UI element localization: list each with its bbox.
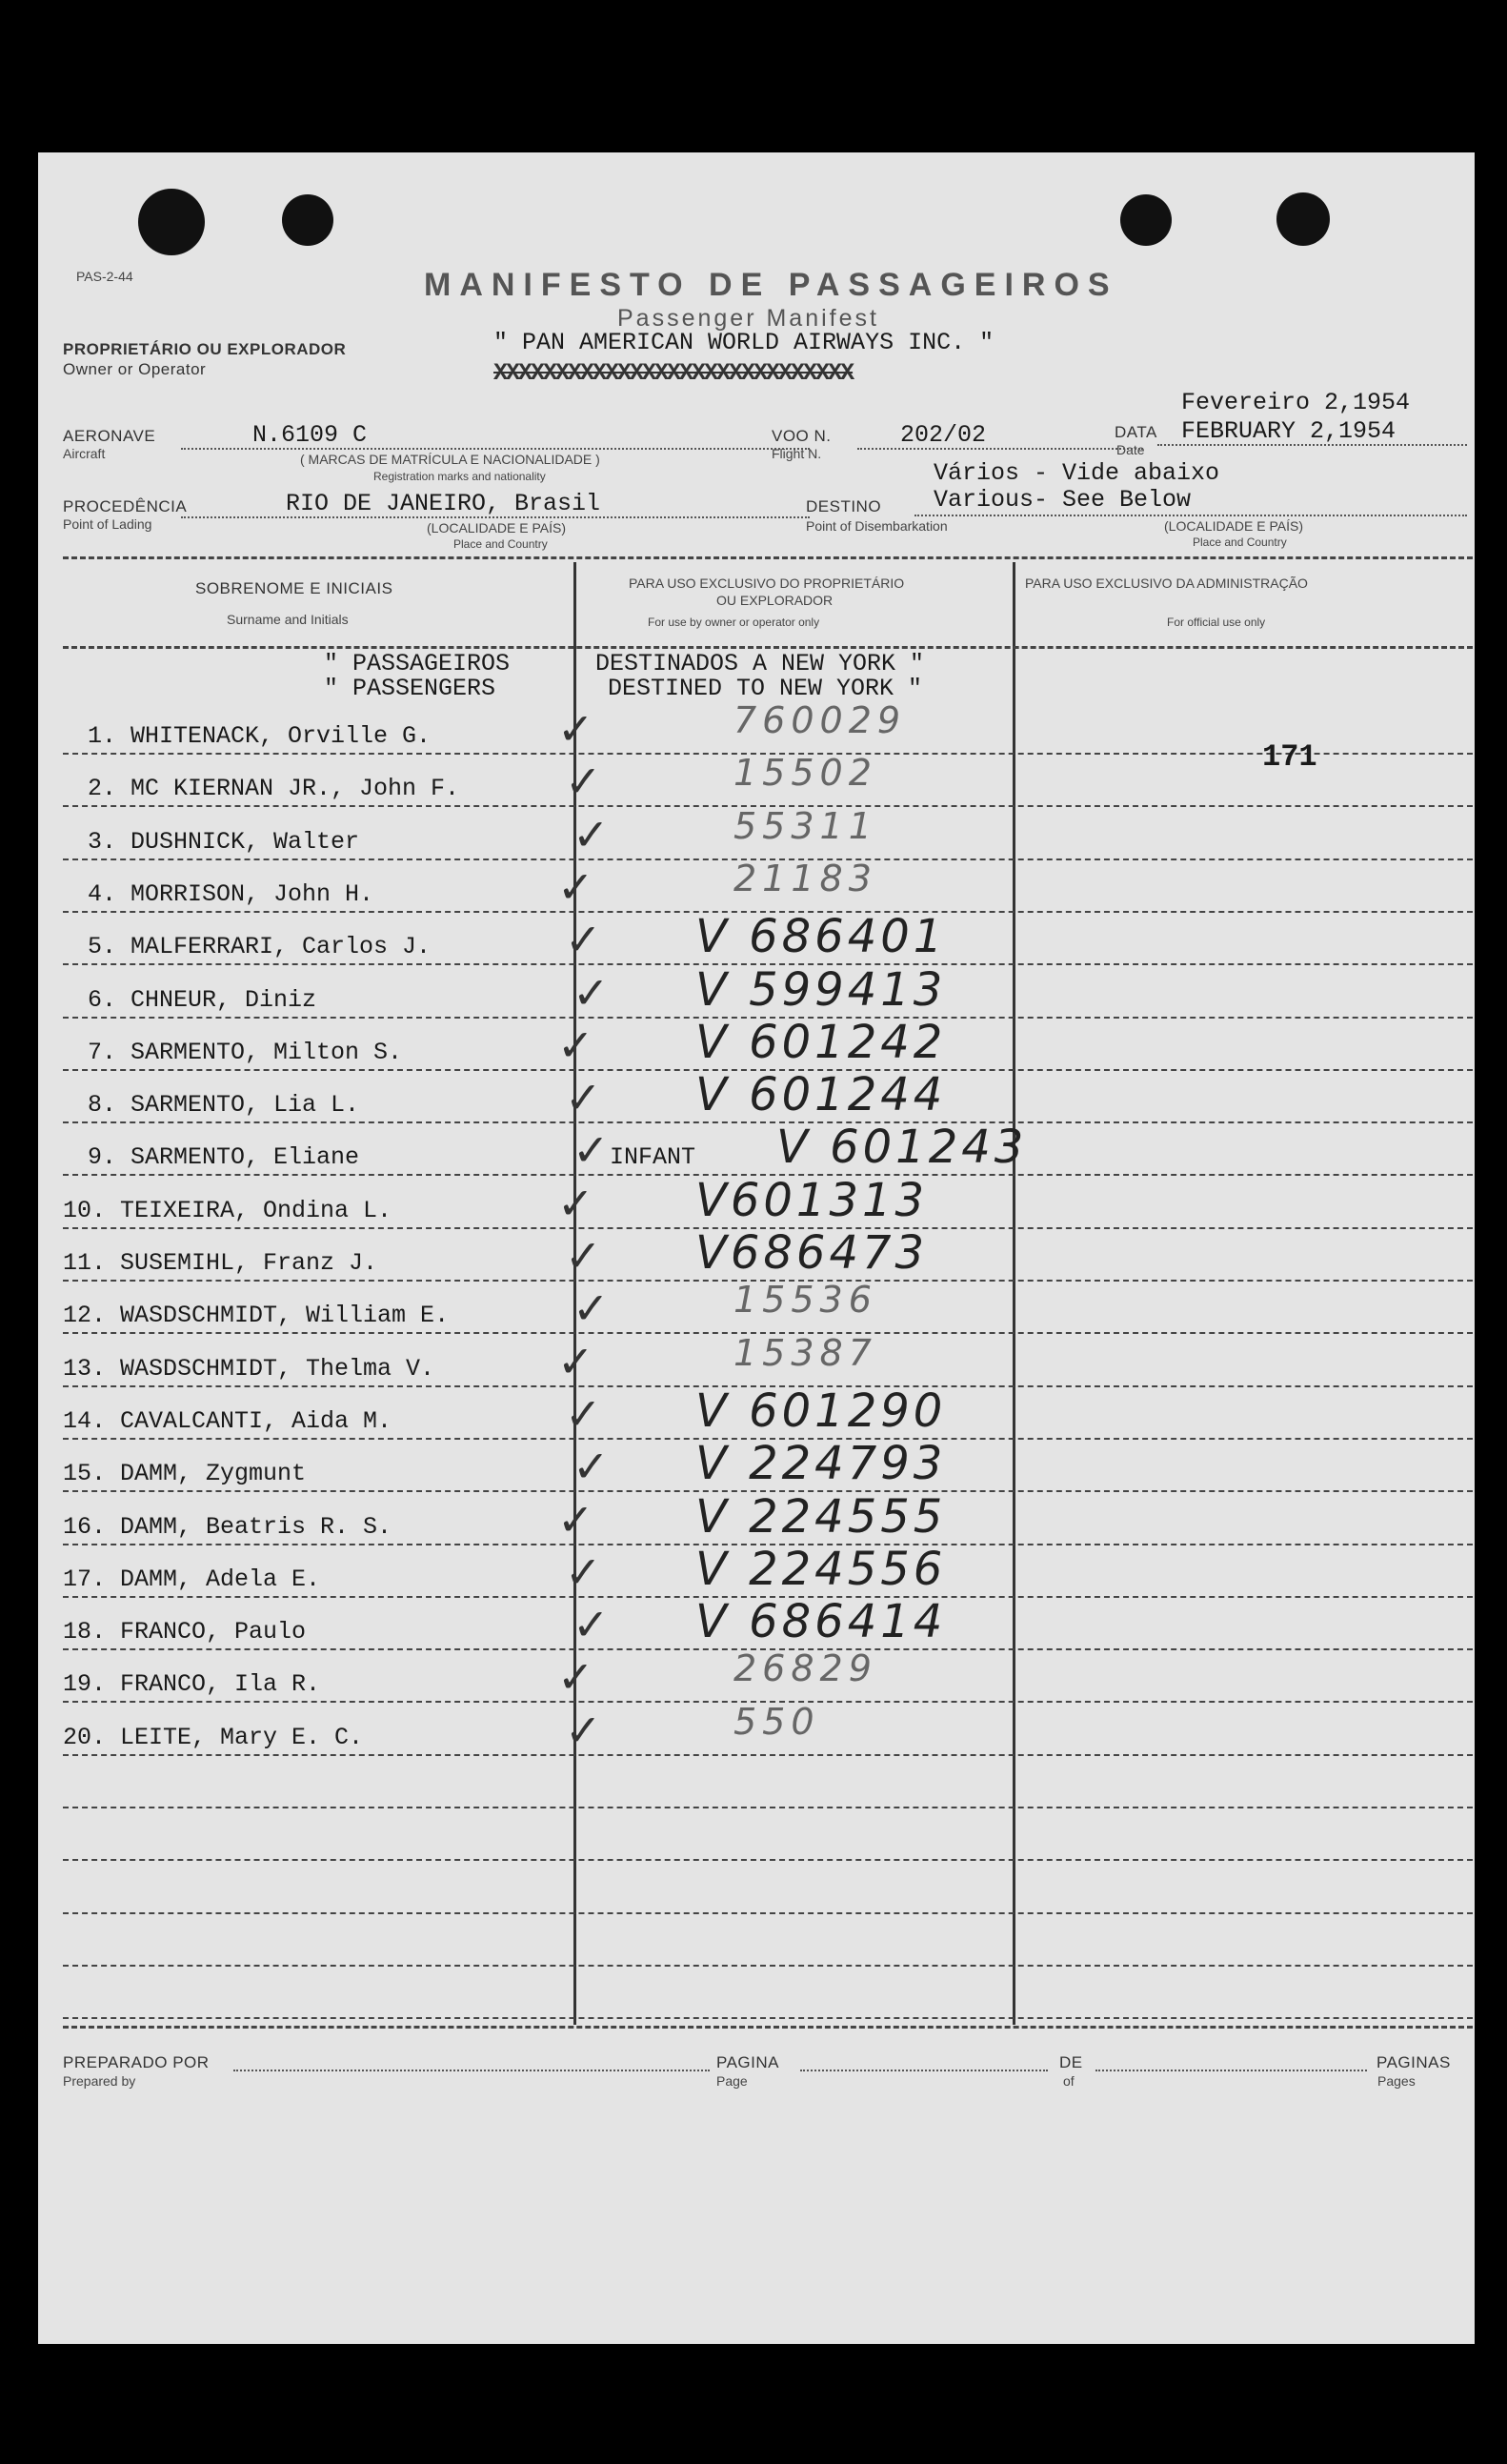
manifest-page (38, 152, 1475, 2344)
form-title: MANIFESTO DE PASSAGEIROS (424, 267, 1118, 303)
aircraft-sub: ( MARCAS DE MATRÍCULA E NACIONALIDADE ) (300, 452, 600, 467)
passenger-note: V 686414 (695, 1595, 947, 1648)
of-label-en: of (1063, 2073, 1075, 2089)
flight-line (857, 448, 1143, 450)
check-mark: ✓ (565, 756, 606, 807)
check-mark: ✓ (557, 1178, 598, 1229)
passenger-note: V 224793 (695, 1437, 947, 1490)
passenger-note: V601313 (695, 1174, 929, 1227)
date-line (1157, 444, 1467, 446)
punch-hole-left-2 (282, 194, 333, 246)
dest-sub: (LOCALIDADE E PAÍS) (1164, 518, 1304, 534)
passenger-name: 18. FRANCO, Paulo (63, 1618, 307, 1646)
passenger-note: 550 (733, 1701, 820, 1743)
flight-label-en: Flight N. (772, 446, 822, 461)
col2-header-b: OU EXPLORADOR (716, 593, 834, 608)
subheader-left-1: " PASSAGEIROS (324, 650, 511, 677)
passenger-name: 14. CAVALCANTI, Aida M. (63, 1407, 392, 1435)
aircraft-label: AERONAVE (63, 427, 156, 445)
passenger-name: 5. MALFERRARI, Carlos J. (88, 933, 432, 960)
origin-value: RIO DE JANEIRO, Brasil (286, 490, 601, 517)
passenger-name: 4. MORRISON, John H. (88, 880, 374, 908)
check-mark: ✓ (557, 703, 598, 755)
passenger-name: 7. SARMENTO, Milton S. (88, 1039, 403, 1066)
check-mark: ✓ (573, 1441, 613, 1492)
passenger-note: 21183 (733, 858, 877, 899)
passenger-note: V 601243 (776, 1121, 1028, 1174)
subheader-left-2: " PASSENGERS (324, 675, 496, 702)
passenger-note: 55311 (733, 805, 877, 847)
origin-sub: (LOCALIDADE E PAÍS) (427, 520, 567, 535)
row-rule (63, 1807, 1473, 1808)
owner-label: PROPRIETÁRIO OU EXPLORADOR (63, 340, 347, 358)
passenger-note: 15387 (733, 1332, 877, 1374)
origin-label-en: Point of Lading (63, 516, 152, 532)
check-mark: ✓ (557, 861, 598, 913)
date-pt: Fevereiro 2,1954 (1181, 389, 1411, 416)
passenger-name: 11. SUSEMIHL, Franz J. (63, 1249, 378, 1277)
flight-label: VOO N. (772, 427, 832, 445)
passenger-note: V 599413 (695, 963, 947, 1017)
passenger-note: 26829 (733, 1647, 877, 1689)
row-rule (63, 1121, 1473, 1123)
passenger-note: V 601242 (695, 1016, 947, 1069)
page-label-en: Page (716, 2073, 748, 2089)
pages-label-en: Pages (1377, 2073, 1416, 2089)
check-mark: ✓ (573, 1599, 613, 1650)
aircraft-sub-en: Registration marks and nationality (373, 470, 546, 483)
passenger-name: 10. TEIXEIRA, Ondina L. (63, 1197, 392, 1224)
subheader-mid-1: DESTINADOS A NEW YORK " (595, 650, 925, 677)
row-rule (63, 1912, 1473, 1914)
passenger-note: 15536 (733, 1279, 877, 1321)
col1-header: SOBRENOME E INICIAIS (195, 579, 393, 597)
date-label: DATA (1115, 423, 1157, 441)
owner-label-en: Owner or Operator (63, 360, 207, 378)
admin-number: 171 (1262, 739, 1317, 775)
col2-header-en: For use by owner or operator only (648, 616, 820, 629)
passenger-name: 15. DAMM, Zygmunt (63, 1460, 307, 1487)
check-mark: ✓ (565, 1230, 606, 1282)
col-divider-2 (1013, 562, 1015, 2025)
date-label-en: Date (1116, 442, 1145, 457)
table-bottom-rule (63, 2026, 1473, 2029)
aircraft-value: N.6109 C (252, 421, 368, 449)
check-mark: ✓ (565, 1546, 606, 1598)
prepared-label: PREPARADO POR (63, 2053, 210, 2071)
check-mark: ✓ (565, 914, 606, 965)
check-mark: ✓ (557, 1494, 598, 1545)
form-code: PAS-2-44 (76, 269, 133, 284)
passenger-note: V 601290 (695, 1384, 947, 1438)
passenger-name: 2. MC KIERNAN JR., John F. (88, 775, 460, 802)
col3-header-en: For official use only (1167, 616, 1266, 629)
of-line (1095, 2070, 1367, 2071)
origin-label: PROCEDÊNCIA (63, 497, 188, 515)
check-mark: ✓ (565, 1388, 606, 1440)
passenger-name: 6. CHNEUR, Diniz (88, 986, 317, 1014)
origin-line (181, 516, 810, 518)
passenger-name: 16. DAMM, Beatris R. S. (63, 1513, 392, 1541)
passenger-name: 20. LEITE, Mary E. C. (63, 1724, 364, 1751)
passenger-note: V 224556 (695, 1543, 947, 1596)
owner-struck: XXXXXXXXXXXXXXXXXXXXXXXXXXXXX (493, 359, 854, 387)
col2-header: PARA USO EXCLUSIVO DO PROPRIETÁRIO (629, 576, 905, 591)
passenger-name: 1. WHITENACK, Orville G. (88, 722, 432, 750)
form-subtitle: Passenger Manifest (617, 305, 879, 332)
passenger-note: V 601244 (695, 1068, 947, 1121)
passenger-name: 9. SARMENTO, Eliane (88, 1143, 360, 1171)
dest-sub-en: Place and Country (1193, 535, 1287, 549)
origin-sub-en: Place and Country (453, 537, 548, 551)
passenger-name: 12. WASDSCHMIDT, William E. (63, 1302, 450, 1329)
passenger-name: 13. WASDSCHMIDT, Thelma V. (63, 1355, 435, 1383)
header-rule (63, 646, 1473, 649)
passenger-note: V686473 (695, 1226, 929, 1280)
check-mark: ✓ (573, 967, 613, 1019)
page-line (800, 2070, 1048, 2071)
row-rule (63, 1754, 1473, 1756)
row-rule (63, 2017, 1473, 2019)
check-mark: ✓ (573, 1282, 613, 1334)
dest-label: DESTINO (806, 497, 882, 515)
prepared-line (233, 2070, 710, 2071)
flight-value: 202/02 (900, 421, 987, 449)
table-top-rule (63, 556, 1473, 559)
punch-hole-right-2 (1120, 194, 1172, 246)
passenger-name: 19. FRANCO, Ila R. (63, 1670, 321, 1698)
dest-label-en: Point of Disembarkation (806, 518, 948, 534)
col3-header: PARA USO EXCLUSIVO DA ADMINISTRAÇÃO (1025, 576, 1308, 591)
check-mark: ✓ (557, 1020, 598, 1071)
passenger-note: 760029 (733, 699, 907, 741)
owner-value: " PAN AMERICAN WORLD AIRWAYS INC. " (493, 329, 995, 356)
col1-header-en: Surname and Initials (227, 612, 349, 627)
check-mark: ✓ (565, 1072, 606, 1123)
passenger-name: 8. SARMENTO, Lia L. (88, 1091, 360, 1119)
row-rule (63, 1965, 1473, 1967)
dest-value-2: Various- See Below (934, 486, 1192, 514)
aircraft-line (181, 448, 810, 450)
passenger-prefix: INFANT (610, 1143, 696, 1171)
passenger-name: 3. DUSHNICK, Walter (88, 828, 360, 856)
page-label: PAGINA (716, 2053, 779, 2071)
dest-value-1: Vários - Vide abaixo (934, 459, 1220, 487)
of-label: DE (1059, 2053, 1083, 2071)
check-mark: ✓ (557, 1651, 598, 1703)
check-mark: ✓ (557, 1336, 598, 1387)
row-rule (63, 1859, 1473, 1861)
punch-hole-left (138, 189, 205, 255)
passenger-note: 15502 (733, 752, 877, 794)
check-mark: ✓ (573, 809, 613, 860)
punch-hole-right (1276, 192, 1330, 246)
aircraft-label-en: Aircraft (63, 446, 106, 461)
passenger-note: V 224555 (695, 1490, 947, 1544)
subheader-mid-2: DESTINED TO NEW YORK " (608, 675, 923, 702)
date-value: FEBRUARY 2,1954 (1181, 417, 1396, 445)
passenger-name: 17. DAMM, Adela E. (63, 1565, 321, 1593)
passenger-note: V 686401 (695, 910, 947, 963)
pages-label: PAGINAS (1376, 2053, 1451, 2071)
prepared-label-en: Prepared by (63, 2073, 136, 2089)
check-mark: ✓ (573, 1124, 613, 1176)
dest-line (914, 515, 1467, 516)
check-mark: ✓ (565, 1705, 606, 1756)
